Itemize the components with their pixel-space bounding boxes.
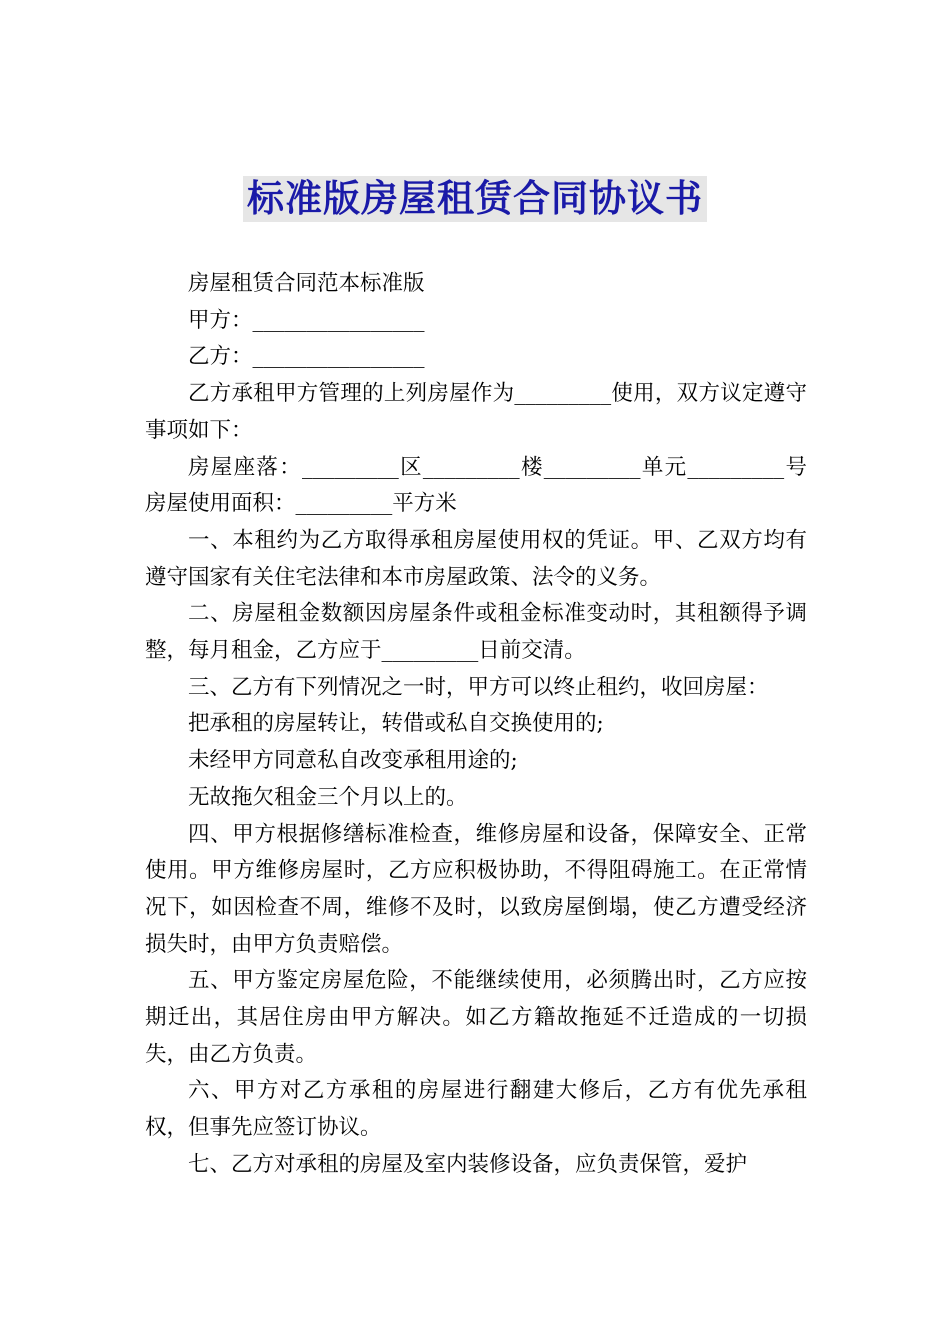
paragraph-clause-3: 三、乙方有下列情况之一时，甲方可以终止租约，收回房屋： (188, 674, 769, 700)
paragraph-subtitle: 房屋租赁合同范本标准版 (188, 271, 425, 296)
paragraph-clause-4: 四、甲方根据修缮标准检查，维修房屋和设备，保障安全、正常使用。甲方维修房屋时，乙方应积极协助，不得阻碍施工。在正常情况下，如因检查不周，维修不及时，以致房屋倒塌，使乙方遭受经济损失时，由甲方负责赔偿。 (145, 821, 807, 957)
paragraph-party-a: 甲方：________________ (188, 307, 425, 333)
paragraph-clause-5: 五、甲方鉴定房屋危险，不能继续使用，必须腾出时，乙方应按期迁出，其居住房由甲方解决。如乙方籍故拖延不迁造成的一切损失，由乙方负责。 (145, 968, 807, 1067)
paragraph-clause-7: 七、乙方对承租的房屋及室内装修设备，应负责保管，爱护 (188, 1151, 748, 1177)
paragraph-usage: 乙方承租甲方管理的上列房屋作为_________使用，双方议定遵守事项如下： (145, 381, 807, 443)
paragraph-clause-1: 一、本租约为乙方取得承租房屋使用权的凭证。甲、乙双方均有遵守国家有关住宅法律和本市房屋政策、法令的义务。 (145, 527, 807, 590)
paragraph-clause-2: 二、房屋租金数额因房屋条件或租金标准变动时，其租额得予调整，每月租金，乙方应于_________日前交清。 (145, 601, 807, 664)
paragraph-clause-3-item-2: 未经甲方同意私自改变承租用途的; (188, 748, 518, 774)
title-block (0, 176, 950, 222)
paragraph-location: 房屋座落：_________区_________楼_________单元_________号房屋使用面积：_________平方米 (145, 454, 807, 517)
document-body (145, 266, 807, 1184)
paragraph-clause-3-item-3: 无故拖欠租金三个月以上的。 (188, 784, 468, 810)
paragraph-clause-6: 六、甲方对乙方承租的房屋进行翻建大修后，乙方有优先承租权，但事先应签订协议。 (145, 1078, 807, 1141)
document-title: 标准版房屋租赁合同协议书 (243, 176, 707, 222)
paragraph-clause-3-item-1: 把承租的房屋转让，转借或私自交换使用的; (188, 711, 604, 737)
paragraph-party-b: 乙方：________________ (188, 344, 425, 370)
